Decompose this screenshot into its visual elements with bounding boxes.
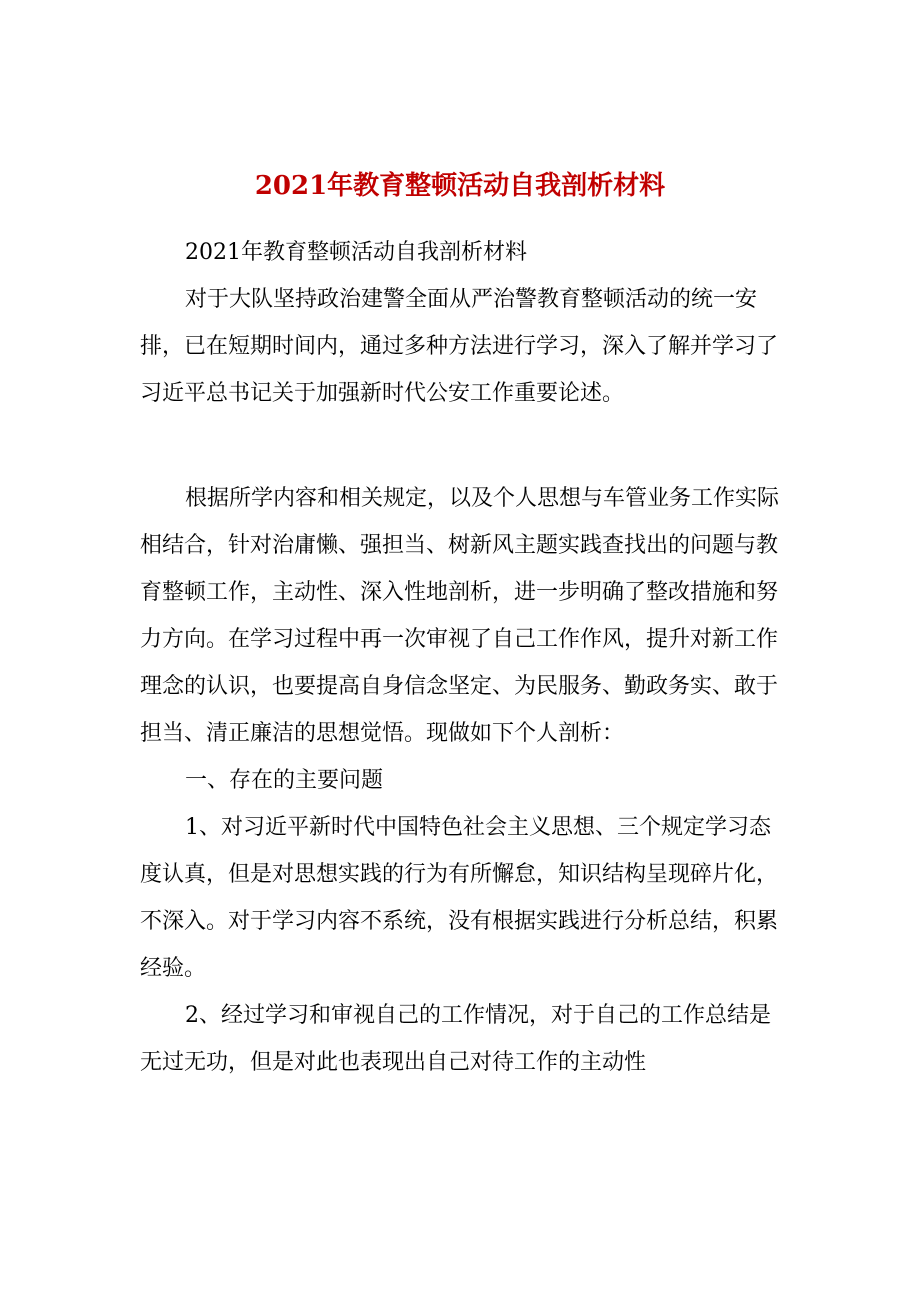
- document-body: [140, 229, 782, 1086]
- paragraph-gap: [140, 417, 782, 475]
- paragraph-3: 1、对习近平新时代中国特色社会主义思想、三个规定学习态度认真，但是对思想实践的行为有所懈怠，知识结构呈现碎片化，不深入。对于学习内容不系统，没有根据实践进行分析总结，积累经验。: [140, 815, 779, 981]
- document-title: 2021年教育整顿活动自我剖析材料: [254, 171, 666, 201]
- document-subtitle: 2021年教育整顿活动自我剖析材料: [185, 240, 527, 265]
- paragraph-4: 2、经过学习和审视自己的工作情况，对于自己的工作总结是无过无功，但是对此也表现出自己对待工作的主动性: [140, 1003, 771, 1075]
- paragraph-1: 对于大队坚持政治建警全面从严治警教育整顿活动的统一安排，已在短期时间内，通过多种方法进行学习，深入了解并学习了习近平总书记关于加强新时代公安工作重要论述。: [140, 287, 779, 406]
- section-heading-problems: 一、存在的主要问题: [185, 768, 384, 793]
- paragraph-2: 根据所学内容和相关规定，以及个人思想与车管业务工作实际相结合，针对治庸懒、强担当、树新风主题实践查找出的问题与教育整顿工作，主动性、深入性地剖析，进一步明确了整改措施和努力方向。在学习过程中再一次审视了自己工作作风，提升对新工作理念的认识，也要提高自身信念坚定、为民服务、勤政务实、敢于担当、清正廉洁的思想觉悟。现做如下个人剖析：: [140, 486, 780, 746]
